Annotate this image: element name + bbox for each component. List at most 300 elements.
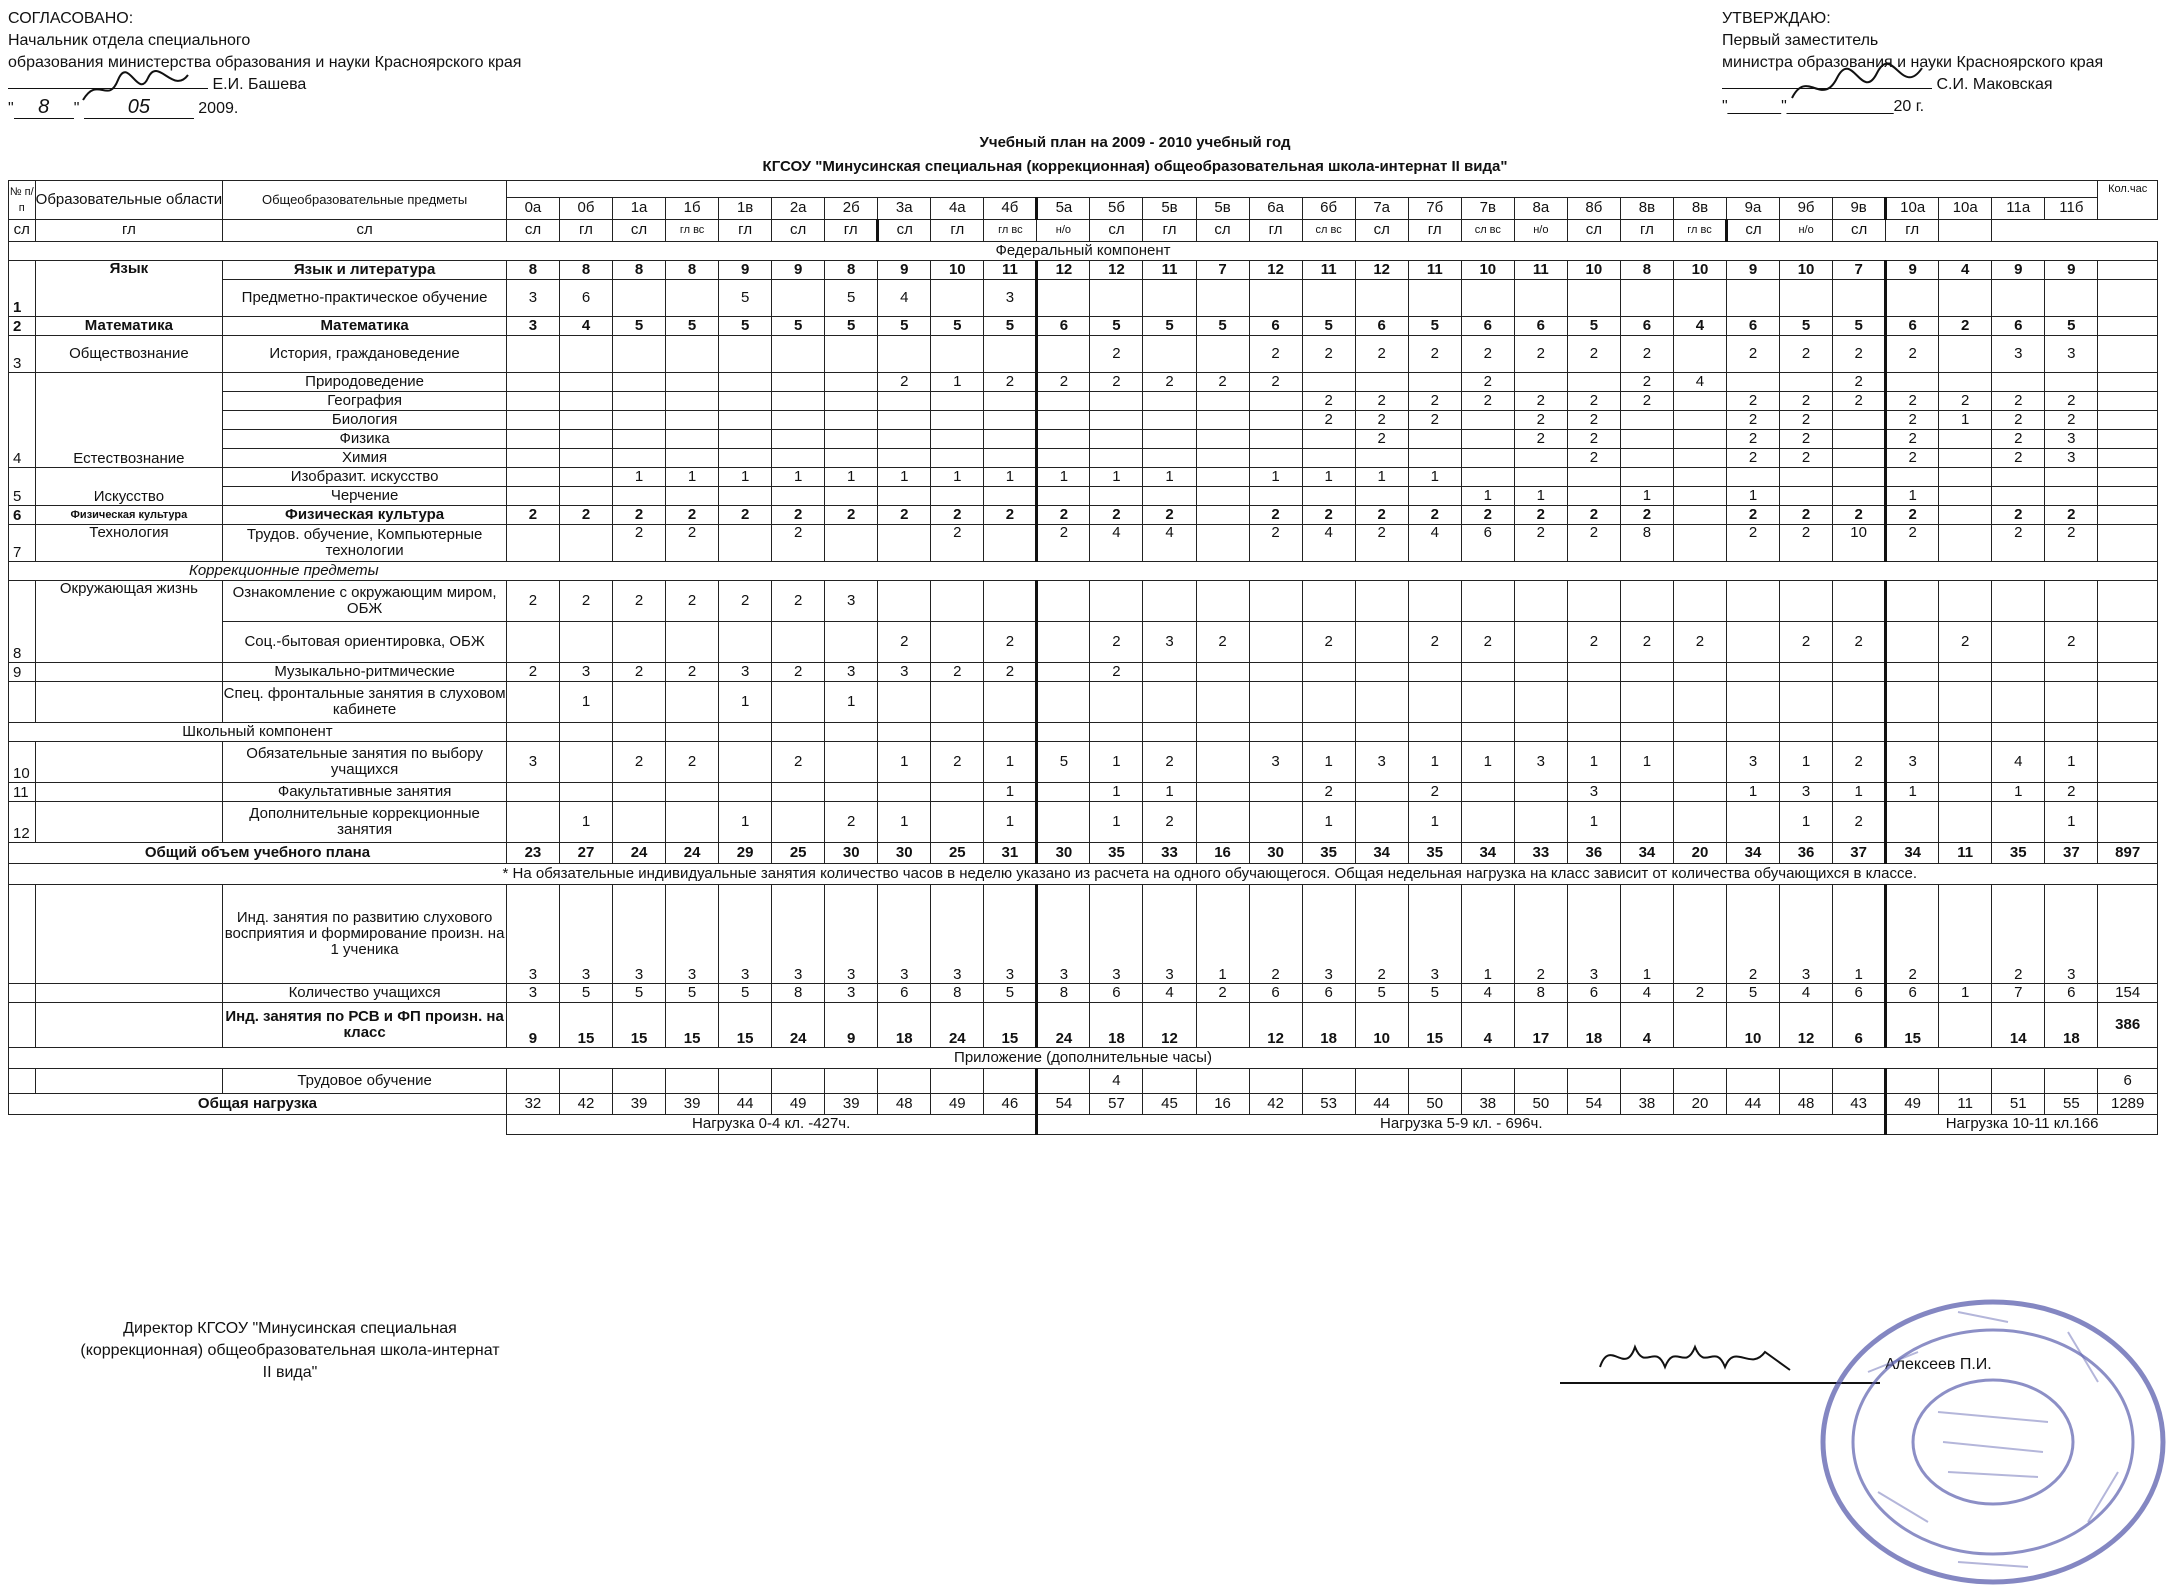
cell-value [1992, 681, 2045, 722]
cell-value [1355, 662, 1408, 681]
cell-total [2098, 279, 2158, 316]
cell-value [1355, 486, 1408, 505]
cell-value: 2 [1461, 391, 1514, 410]
cell-value: 2 [666, 505, 719, 524]
cell-value: 11 [1302, 260, 1355, 279]
cell-value [1302, 429, 1355, 448]
cell-value [1037, 580, 1090, 621]
cell-value: 3 [1780, 884, 1833, 983]
cell-value [559, 741, 612, 782]
cell-value: 8 [931, 983, 984, 1002]
cell-value [1355, 782, 1408, 801]
cell-value [666, 391, 719, 410]
cell-empty [666, 722, 719, 741]
cell-value [1727, 662, 1780, 681]
cell-value [1143, 391, 1196, 410]
row-num: 3 [9, 335, 36, 372]
cell-value: 2 [1886, 884, 1939, 983]
table-row [9, 801, 2158, 842]
class-header: 7в [1461, 197, 1514, 219]
row-subject: Трудов. обучение, Компьютерные технологии [223, 524, 507, 561]
cell-value [931, 580, 984, 621]
cell-value [825, 782, 878, 801]
cell-value [1939, 1002, 1992, 1047]
cell-value: 38 [1461, 1093, 1514, 1114]
cell-value [1673, 662, 1726, 681]
cell-value: 18 [2045, 1002, 2098, 1047]
cell-value: 2 [1886, 448, 1939, 467]
class-header: 8в [1620, 197, 1673, 219]
cell-value [1249, 580, 1302, 621]
footnote: * На обязательные индивидуальные занятия количество часов в неделю указано из расчета на одного обучающегося. Общая недельная нагрузка на класс зависит от количества обучающихся в классе. [9, 863, 2158, 884]
cell-total [2098, 391, 2158, 410]
row-num: 8 [9, 580, 36, 662]
cell-total: 897 [2098, 842, 2158, 863]
cell-value [1037, 1068, 1090, 1093]
cell-value: 5 [719, 983, 772, 1002]
class-header: 6а [1249, 197, 1302, 219]
cell-empty [1037, 722, 1090, 741]
row-area: Естествознание [35, 372, 223, 467]
cell-value: 3 [1143, 884, 1196, 983]
cell-value: 36 [1567, 842, 1620, 863]
cell-empty [719, 722, 772, 741]
cell-value [1886, 279, 1939, 316]
cell-value: 3 [2045, 448, 2098, 467]
cell-value [772, 486, 825, 505]
cell-value: 38 [1620, 1093, 1673, 1114]
row-subject: Факультативные занятия [223, 782, 507, 801]
cell-value [1939, 782, 1992, 801]
cell-value [1514, 782, 1567, 801]
cell-value [1567, 279, 1620, 316]
cell-value: 2 [931, 505, 984, 524]
cell-value: 10 [1355, 1002, 1408, 1047]
cell-value: 2 [1567, 429, 1620, 448]
row-subject: Трудовое обучение [223, 1068, 507, 1093]
cell-value: 3 [1727, 741, 1780, 782]
section-appendix-label: Приложение (дополнительные часы) [9, 1047, 2158, 1068]
cell-value [1673, 681, 1726, 722]
cell-value [1461, 467, 1514, 486]
cell-value [1461, 429, 1514, 448]
cell-value [1514, 580, 1567, 621]
class-type: сл [613, 219, 666, 241]
cell-value: 42 [1249, 1093, 1302, 1114]
cell-value: 2 [1514, 505, 1567, 524]
cell-value: 2 [1780, 391, 1833, 410]
cell-value [1673, 884, 1726, 983]
cell-value [984, 681, 1037, 722]
cell-value: 2 [1514, 429, 1567, 448]
section-correction-label: Коррекционные предметы [9, 561, 2158, 580]
cell-value: 6 [1037, 316, 1090, 335]
cell-value: 15 [666, 1002, 719, 1047]
cell-value [1408, 681, 1461, 722]
cell-value [1196, 467, 1249, 486]
cell-value: 6 [1727, 316, 1780, 335]
row-subject: История, граждановедение [223, 335, 507, 372]
cell-value: 6 [1833, 1002, 1886, 1047]
cell-value: 9 [719, 260, 772, 279]
cell-value: 1 [1620, 486, 1673, 505]
cell-value [2045, 580, 2098, 621]
cell-value: 5 [1302, 316, 1355, 335]
cell-value: 1 [931, 467, 984, 486]
cell-value: 2 [719, 505, 772, 524]
class-type: гл [1886, 219, 1939, 241]
row-num: 10 [9, 741, 36, 782]
director-signature [1590, 1332, 1850, 1382]
cell-value: 1 [931, 372, 984, 391]
cell-value: 34 [1461, 842, 1514, 863]
class-header: 11б [2045, 197, 2098, 219]
load-senior: Нагрузка 10-11 кл.166 [1886, 1114, 2158, 1135]
row-area [35, 1068, 223, 1093]
cell-value: 2 [1939, 391, 1992, 410]
cell-value [1196, 662, 1249, 681]
cell-value [506, 467, 559, 486]
cell-value: 3 [506, 279, 559, 316]
cell-value: 1 [878, 801, 931, 842]
cell-value: 2 [666, 580, 719, 621]
cell-value: 2 [1833, 391, 1886, 410]
class-header: 1б [666, 197, 719, 219]
header-num: № п/п [9, 181, 36, 220]
cell-value: 1 [559, 801, 612, 842]
cell-value: 8 [825, 260, 878, 279]
cell-value: 6 [1302, 983, 1355, 1002]
cell-value [1620, 279, 1673, 316]
cell-value: 2 [1461, 621, 1514, 662]
cell-value: 3 [825, 884, 878, 983]
cell-value: 49 [931, 1093, 984, 1114]
class-type: гл [559, 219, 612, 241]
table-row [9, 486, 2158, 505]
cell-value [666, 782, 719, 801]
cell-total [2098, 429, 2158, 448]
cell-value: 25 [772, 842, 825, 863]
cell-value: 1 [984, 467, 1037, 486]
cell-value [1620, 429, 1673, 448]
class-header: 10а [1886, 197, 1939, 219]
cell-value: 44 [1355, 1093, 1408, 1114]
cell-value: 2 [1886, 505, 1939, 524]
class-type: гл вс [666, 219, 719, 241]
cell-value: 2 [1833, 801, 1886, 842]
cell-value: 5 [719, 316, 772, 335]
row-area: Язык [35, 260, 223, 316]
cell-value [1673, 505, 1726, 524]
cell-total [2098, 505, 2158, 524]
cell-value: 45 [1143, 1093, 1196, 1114]
cell-value [1780, 467, 1833, 486]
cell-total [2098, 801, 2158, 842]
cell-value: 2 [1408, 410, 1461, 429]
cell-value [1514, 279, 1567, 316]
cell-value [1302, 486, 1355, 505]
class-type: гл [931, 219, 984, 241]
row-subject: Дополнительные коррекционные занятия [223, 801, 507, 842]
cell-value [666, 801, 719, 842]
cell-value: 2 [772, 662, 825, 681]
cell-empty [1567, 722, 1620, 741]
cell-value [931, 391, 984, 410]
cell-value: 51 [1992, 1093, 2045, 1114]
row-num [9, 884, 36, 983]
cell-value [1567, 681, 1620, 722]
cell-value: 4 [1620, 983, 1673, 1002]
cell-value: 6 [878, 983, 931, 1002]
cell-value [825, 448, 878, 467]
class-header: 7б [1408, 197, 1461, 219]
cell-value: 2 [1727, 429, 1780, 448]
cell-value [1461, 681, 1514, 722]
cell-value: 2 [931, 741, 984, 782]
cell-value [1939, 279, 1992, 316]
cell-value [984, 429, 1037, 448]
cell-value [1514, 662, 1567, 681]
cell-value [1196, 801, 1249, 842]
cell-value: 2 [1567, 335, 1620, 372]
cell-total [2098, 741, 2158, 782]
document-title: Учебный план на 2009 - 2010 учебный год [979, 134, 1291, 151]
table-row [9, 1068, 2158, 1093]
cell-value: 34 [1620, 842, 1673, 863]
cell-value [1780, 580, 1833, 621]
cell-value: 2 [2045, 524, 2098, 561]
cell-value [506, 524, 559, 561]
cell-value: 2 [1355, 335, 1408, 372]
cell-value: 1 [1514, 486, 1567, 505]
cell-value [1037, 486, 1090, 505]
cell-value: 12 [1780, 1002, 1833, 1047]
cell-value [1408, 1068, 1461, 1093]
cell-value: 3 [825, 983, 878, 1002]
cell-value: 2 [1355, 524, 1408, 561]
class-header: 0б [559, 197, 612, 219]
cell-value [1355, 681, 1408, 722]
cell-value [1302, 448, 1355, 467]
class-type: сл [9, 219, 36, 241]
cell-value [613, 429, 666, 448]
approve-right-line2: Первый заместитель [1722, 32, 1879, 49]
cell-value: 2 [2045, 391, 2098, 410]
cell-value: 35 [1992, 842, 2045, 863]
cell-value [719, 1068, 772, 1093]
signature-left [78, 70, 198, 110]
cell-value: 2 [506, 505, 559, 524]
cell-value: 2 [1196, 372, 1249, 391]
cell-value: 1 [1302, 467, 1355, 486]
cell-value [1727, 279, 1780, 316]
cell-value [772, 335, 825, 372]
cell-value: 35 [1090, 842, 1143, 863]
cell-value: 2 [1833, 621, 1886, 662]
cell-value [506, 681, 559, 722]
cell-value: 37 [1833, 842, 1886, 863]
cell-value [2045, 486, 2098, 505]
cell-value [1939, 801, 1992, 842]
approve-left-line3: образования министерства образования и науки Красноярского края [8, 54, 522, 71]
cell-value: 2 [1567, 410, 1620, 429]
cell-value [719, 391, 772, 410]
cell-value: 1 [1302, 741, 1355, 782]
cell-value [1355, 801, 1408, 842]
cell-total [2098, 621, 2158, 662]
cell-value: 1 [984, 801, 1037, 842]
cell-value [1620, 467, 1673, 486]
cell-value: 2 [1355, 391, 1408, 410]
cell-value [1567, 580, 1620, 621]
cell-value: 55 [2045, 1093, 2098, 1114]
cell-value [1620, 1068, 1673, 1093]
cell-value: 5 [984, 316, 1037, 335]
cell-value [1249, 621, 1302, 662]
class-type: сл [1196, 219, 1249, 241]
row-area: Обществознание [35, 335, 223, 372]
cell-value: 18 [878, 1002, 931, 1047]
cell-value: 3 [559, 884, 612, 983]
cell-value: 2 [1090, 335, 1143, 372]
cell-value: 1 [1620, 884, 1673, 983]
cell-value: 6 [1886, 316, 1939, 335]
cell-value: 3 [878, 884, 931, 983]
cell-value: 2 [1514, 524, 1567, 561]
cell-value: 36 [1780, 842, 1833, 863]
cell-value [613, 1068, 666, 1093]
cell-value [772, 429, 825, 448]
cell-value [613, 801, 666, 842]
cell-value [931, 681, 984, 722]
row-num: 1 [9, 260, 36, 316]
cell-value: 1 [1196, 884, 1249, 983]
row-area [35, 801, 223, 842]
cell-value: 24 [1037, 1002, 1090, 1047]
cell-value [1037, 335, 1090, 372]
cell-value [1992, 801, 2045, 842]
cell-value: 3 [931, 884, 984, 983]
cell-value [1302, 662, 1355, 681]
cell-value [1833, 448, 1886, 467]
cell-total [2098, 782, 2158, 801]
cell-value [559, 429, 612, 448]
cell-value: 3 [506, 884, 559, 983]
cell-value: 2 [984, 621, 1037, 662]
cell-value: 9 [772, 260, 825, 279]
cell-value: 6 [1833, 983, 1886, 1002]
cell-value [1037, 801, 1090, 842]
cell-total: 6 [2098, 1068, 2158, 1093]
cell-value [1673, 335, 1726, 372]
cell-value: 2 [1302, 782, 1355, 801]
cell-value [1992, 279, 2045, 316]
cell-value [1833, 429, 1886, 448]
cell-value [825, 741, 878, 782]
class-type-row [9, 219, 2158, 241]
class-header: 2а [772, 197, 825, 219]
cell-value: 2 [506, 662, 559, 681]
cell-value: 12 [1037, 260, 1090, 279]
cell-value [1780, 372, 1833, 391]
row-subject: Количество учащихся [223, 983, 507, 1002]
cell-value [1090, 580, 1143, 621]
cell-value [1090, 448, 1143, 467]
cell-value [931, 429, 984, 448]
load-spacer [9, 1114, 507, 1135]
cell-value [1196, 1002, 1249, 1047]
cell-value [719, 621, 772, 662]
cell-value: 2 [1196, 983, 1249, 1002]
cell-value: 1 [1355, 467, 1408, 486]
cell-value [559, 621, 612, 662]
cell-value [1037, 782, 1090, 801]
cell-value: 2 [1249, 505, 1302, 524]
cell-value [1727, 372, 1780, 391]
cell-value [1514, 1068, 1567, 1093]
row-num [9, 1002, 36, 1047]
cell-value [666, 681, 719, 722]
cell-empty [2045, 722, 2098, 741]
cell-total [2098, 884, 2158, 983]
cell-value [613, 372, 666, 391]
cell-value [1090, 279, 1143, 316]
load-primary: Нагрузка 0-4 кл. -427ч. [506, 1114, 1036, 1135]
row-label: Общая нагрузка [9, 1093, 507, 1114]
cell-value: 2 [1727, 505, 1780, 524]
cell-value [1939, 741, 1992, 782]
cell-value [1833, 681, 1886, 722]
cell-value: 2 [984, 372, 1037, 391]
cell-value: 2 [1355, 410, 1408, 429]
cell-value: 5 [1196, 316, 1249, 335]
cell-value: 2 [1886, 335, 1939, 372]
class-header: 5в [1143, 197, 1196, 219]
cell-value [1143, 429, 1196, 448]
cell-value: 2 [666, 662, 719, 681]
class-header: 10а [1939, 197, 1992, 219]
cell-value: 2 [1727, 524, 1780, 561]
table-row [9, 621, 2158, 662]
cell-value: 44 [719, 1093, 772, 1114]
cell-value [1196, 335, 1249, 372]
load-middle: Нагрузка 5-9 кл. - 696ч. [1037, 1114, 1886, 1135]
cell-value: 8 [613, 260, 666, 279]
cell-value: 2 [931, 524, 984, 561]
approve-right-date: "______"____________20 г. [1722, 98, 1925, 115]
cell-value: 1 [825, 681, 878, 722]
cell-value [1673, 1002, 1726, 1047]
cell-value: 35 [1408, 842, 1461, 863]
cell-value: 6 [1461, 524, 1514, 561]
cell-value: 2 [1833, 335, 1886, 372]
cell-value: 1 [1090, 741, 1143, 782]
cell-value [1461, 801, 1514, 842]
cell-value: 12 [1090, 260, 1143, 279]
cell-value: 8 [1037, 983, 1090, 1002]
cell-value [772, 448, 825, 467]
cell-value [1408, 448, 1461, 467]
class-header: 4а [931, 197, 984, 219]
cell-value [1673, 279, 1726, 316]
cell-value [1196, 391, 1249, 410]
cell-value [506, 621, 559, 662]
cell-value [984, 335, 1037, 372]
header-total: Кол.час [2098, 181, 2158, 198]
cell-value [825, 429, 878, 448]
cell-value: 2 [1780, 335, 1833, 372]
cell-total: 1289 [2098, 1093, 2158, 1114]
